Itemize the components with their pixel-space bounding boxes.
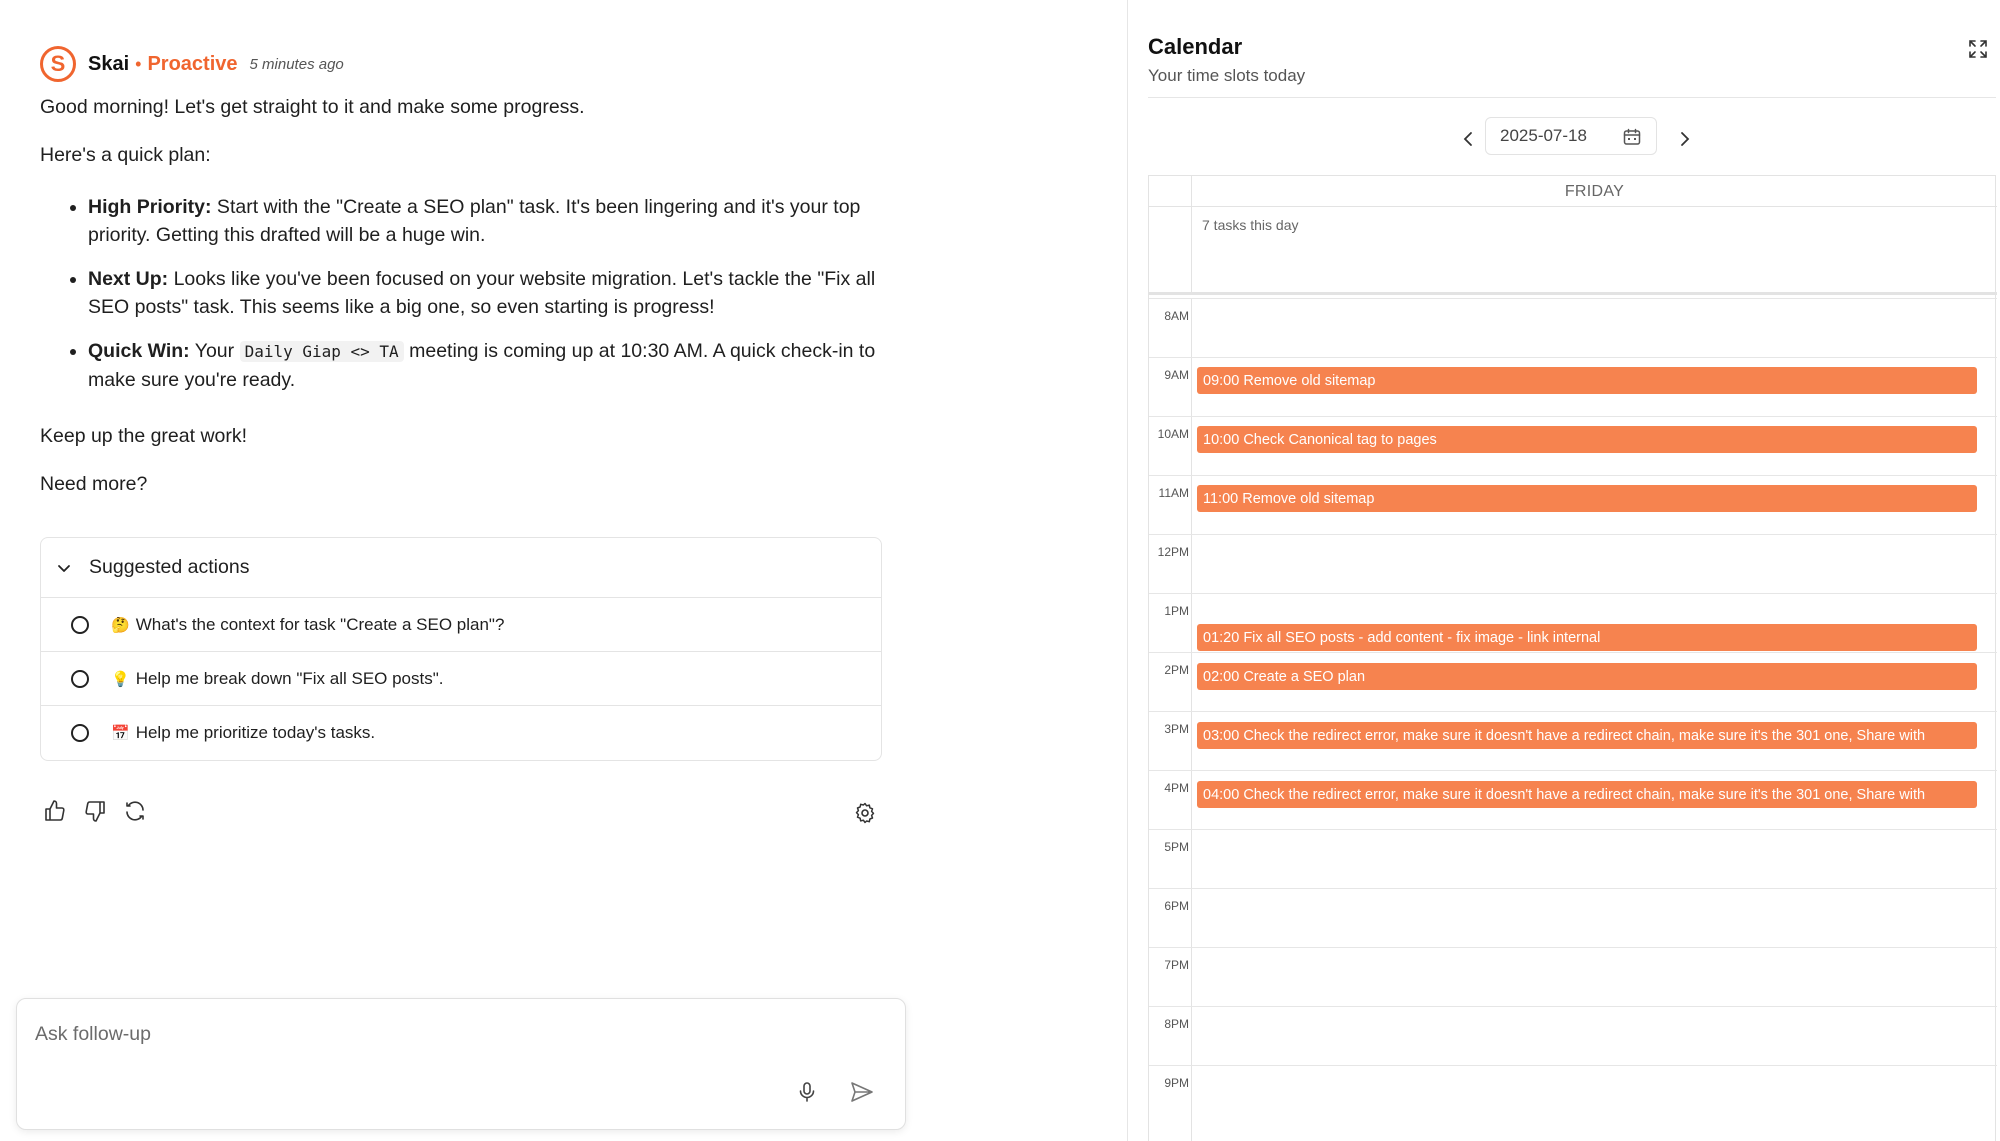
regenerate-button[interactable] [122,798,148,824]
plan-item-next-up [60,265,890,321]
need-more-text: Need more? [40,473,148,495]
hour-label: 6PM [1164,899,1189,913]
gear-icon [853,801,877,825]
lightbulb-emoji-icon: 💡 [111,670,130,688]
day-header [1149,176,1997,207]
meeting-code: Daily Giap <> TA [240,341,404,362]
plan-item-text: Your [189,340,240,362]
calendar-emoji-icon: 📅 [111,725,130,742]
suggestion-prioritize[interactable] [41,706,881,760]
plan-item-high-priority [60,193,890,249]
hour-row [1149,1006,1997,1065]
send-button[interactable] [849,1079,875,1105]
expand-button[interactable] [1965,36,1991,62]
hour-row [1149,947,1997,1006]
suggestion-text: Help me break down "Fix all SEO posts". [135,668,444,688]
time-gutter [1149,207,1192,295]
hour-label: 8AM [1164,309,1189,323]
settings-button[interactable] [852,800,878,826]
plan-item-text: meeting is coming up at 10:30 AM. A quick check-in to make sure you're ready. [88,340,876,391]
hour-row [1149,534,1997,593]
hours-grid [1149,298,1997,1141]
send-icon [849,1080,875,1104]
hour-label: 5PM [1164,840,1189,854]
suggested-actions-panel [40,537,882,761]
hour-row [1149,829,1997,888]
sender-name: Skai [88,52,130,75]
calendar-icon [1622,127,1642,147]
event-remove-old-sitemap-2[interactable]: 11:00 Remove old sitemap [1197,485,1977,512]
intro-text: Here's a quick plan: [40,144,211,166]
hour-label: 1PM [1164,604,1189,618]
time-gutter [1149,176,1192,207]
thinking-emoji-icon: 🤔 [111,616,130,634]
event-fix-seo-posts[interactable]: 01:20 Fix all SEO posts - add content - fix image - link internal [1197,624,1977,651]
all-day-section [1149,207,1997,295]
follow-up-input[interactable] [35,1023,735,1046]
event-check-canonical[interactable]: 10:00 Check Canonical tag to pages [1197,426,1977,453]
plan-item-text: Start with the "Create a SEO plan" task. It's been lingering and it's your top priority. Getting this drafted will be a huge win. [88,196,861,246]
hour-row [1149,1065,1997,1124]
event-create-seo-plan[interactable]: 02:00 Create a SEO plan [1197,663,1977,690]
message-time: 5 minutes ago [249,55,344,73]
hour-label: 3PM [1164,722,1189,736]
radio-icon [71,670,89,688]
hour-label: 12PM [1157,545,1189,559]
next-day-button[interactable] [1672,126,1698,152]
microphone-icon [795,1080,819,1104]
composer [16,998,906,1130]
plan-item-label: Quick Win: [88,340,190,362]
event-remove-old-sitemap[interactable]: 09:00 Remove old sitemap [1197,367,1977,394]
suggestion-context[interactable] [41,598,881,652]
plan-item-label: Next Up: [88,268,169,290]
plan-item-quick-win [60,337,890,394]
closing-text: Keep up the great work! [40,425,248,447]
suggestion-text: Help me prioritize today's tasks. [135,723,376,742]
suggested-actions-toggle[interactable] [41,538,881,598]
hour-label: 9PM [1164,1076,1189,1090]
calendar-title: Calendar [1148,34,1243,59]
hour-row [1149,298,1997,357]
chevron-right-icon [1677,128,1693,150]
day-name: FRIDAY [1564,182,1625,200]
thumbs-down-icon [83,799,107,823]
feedback-bar [42,798,148,824]
microphone-button[interactable] [794,1079,820,1105]
hour-label: 8PM [1164,1017,1189,1031]
hour-label: 10AM [1157,427,1189,441]
suggestion-break-down[interactable] [41,652,881,706]
date-picker[interactable] [1485,117,1657,155]
greeting-text: Good morning! Let's get straight to it and make some progress. [40,96,585,118]
tasks-count: 7 tasks this day [1202,217,1299,233]
hour-label: 4PM [1164,781,1189,795]
radio-icon [71,724,89,742]
previous-day-button[interactable] [1455,126,1481,152]
thumbs-up-icon [43,799,67,823]
hour-label: 11AM [1158,486,1189,500]
chevron-left-icon [1460,128,1476,150]
hour-label: 9AM [1164,368,1189,382]
refresh-icon [123,799,147,823]
day-grid [1148,175,1996,1141]
suggested-actions-title: Suggested actions [89,556,250,578]
expand-icon [1966,37,1990,61]
plan-item-text: Looks like you've been focused on your website migration. Let's tackle the "Fix all SEO posts" task. This seems like a big one, so even starting is progress! [88,268,876,318]
hour-label: 7PM [1164,958,1189,972]
calendar-subtitle: Your time slots today [1148,66,1306,85]
thumbs-down-button[interactable] [82,798,108,824]
header-divider [1148,97,1996,98]
date-value: 2025-07-18 [1500,126,1587,145]
plan-list [60,193,890,410]
plan-item-label: High Priority: [88,196,212,218]
radio-icon [71,616,89,634]
suggestion-text: What's the context for task "Create a SEO plan"? [135,614,505,634]
separator-dot: • [135,53,142,74]
skai-logo-icon: S [40,46,76,82]
hour-row [1149,888,1997,947]
mode-label: Proactive [147,52,238,75]
message-header [40,44,344,84]
calendar-panel [1127,0,2000,1141]
hour-label: 2PM [1164,663,1189,677]
event-redirect-error-2[interactable]: 04:00 Check the redirect error, make sure it doesn't have a redirect chain, make sure it's the 301 one, Share with [1197,781,1977,808]
chevron-down-icon [57,561,71,575]
thumbs-up-button[interactable] [42,798,68,824]
event-redirect-error[interactable]: 03:00 Check the redirect error, make sure it doesn't have a redirect chain, make sure it's the 301 one, Share with [1197,722,1977,749]
